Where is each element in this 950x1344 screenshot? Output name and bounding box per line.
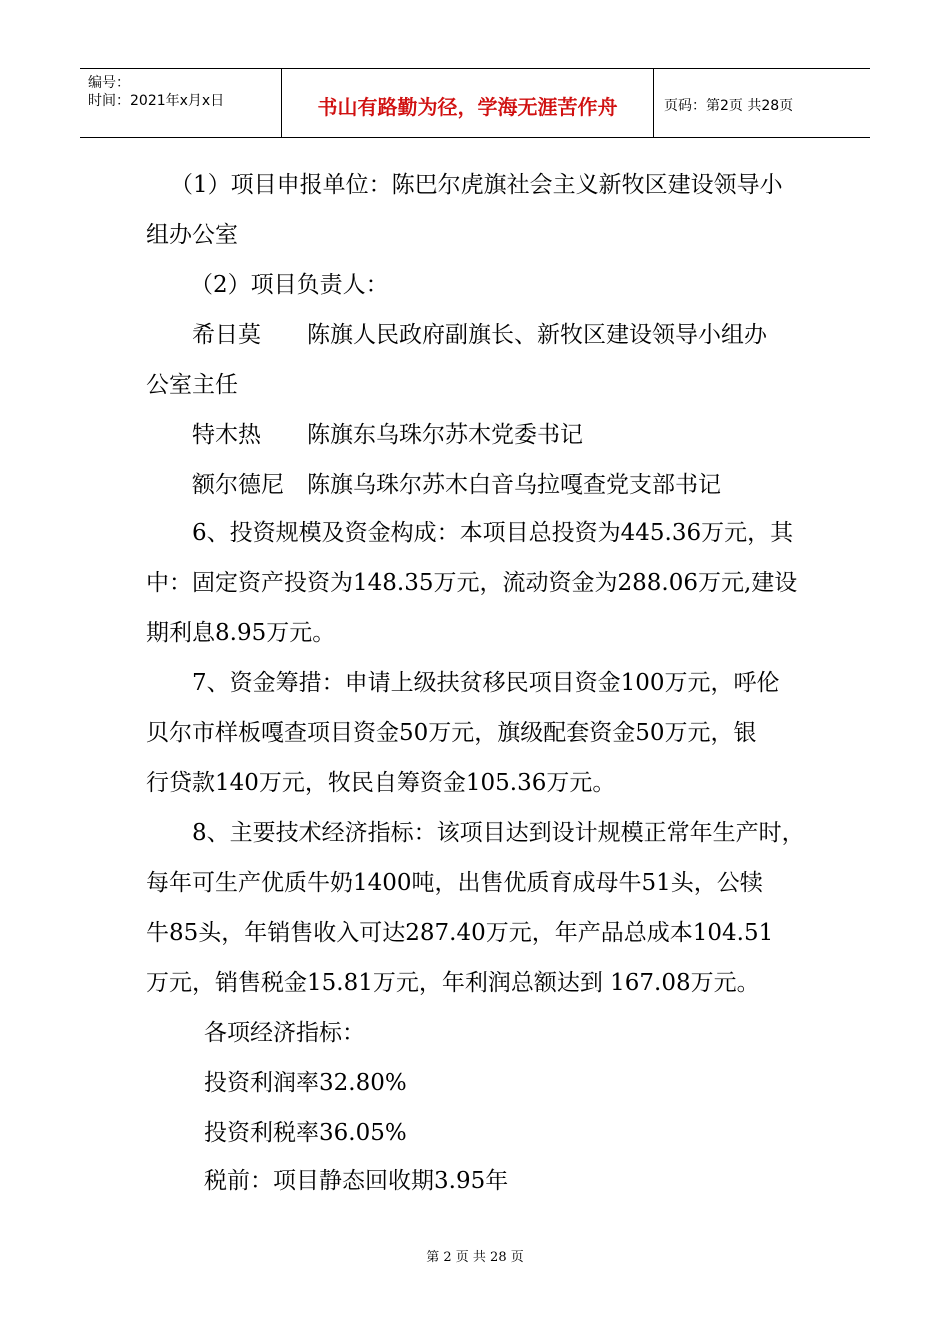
page-footer: 第 2 页 共 28 页 xyxy=(426,1250,524,1265)
body-line: 每年可生产优质牛奶1400吨，出售优质育成母牛51头，公犊 xyxy=(146,870,763,896)
header-page-number: 页码：第2页 共28页 xyxy=(664,98,794,114)
body-line: 期利息8.95万元。 xyxy=(146,620,336,646)
header-motto-cell xyxy=(282,69,654,137)
document-number-label: 编号： xyxy=(88,75,130,91)
body-line: 投资利税率36.05% xyxy=(204,1120,407,1146)
body-line: 万元，销售税金15.81万元，年利润总额达到 167.08万元。 xyxy=(146,970,760,996)
body-line: 各项经济指标： xyxy=(204,1020,365,1046)
body-line: （1）项目申报单位：陈巴尔虎旗社会主义新牧区建设领导小 xyxy=(170,172,783,198)
header-meta-cell xyxy=(80,69,282,137)
page-header xyxy=(80,68,870,138)
body-line: （2）项目负责人： xyxy=(190,272,389,298)
body-line: 6、投资规模及资金构成：本项目总投资为445.36万元，其 xyxy=(192,520,794,546)
body-line: 投资利润率32.80% xyxy=(204,1070,407,1096)
document-time-label: 时间：2021年x月x日 xyxy=(88,93,225,109)
body-line: 贝尔市样板嘎查项目资金50万元，旗级配套资金50万元，银 xyxy=(146,720,757,746)
body-line: 公室主任 xyxy=(146,372,238,398)
body-line: 额尔德尼 陈旗乌珠尔苏木白音乌拉嘎查党支部书记 xyxy=(192,472,721,498)
body-line: 7、资金筹措：申请上级扶贫移民项目资金100万元，呼伦 xyxy=(192,670,780,696)
header-page-cell xyxy=(654,69,870,137)
body-line: 特木热 陈旗东乌珠尔苏木党委书记 xyxy=(192,422,583,448)
header-motto: 书山有路勤为径，学海无涯苦作舟 xyxy=(317,95,618,119)
body-line: 中：固定资产投资为148.35万元，流动资金为288.06万元,建设 xyxy=(146,570,798,596)
body-line: 8、主要技术经济指标：该项目达到设计规模正常年生产时， xyxy=(192,820,805,846)
body-line: 希日莫 陈旗人民政府副旗长、新牧区建设领导小组办 xyxy=(192,322,767,348)
body-line: 组办公室 xyxy=(146,222,238,248)
body-line: 牛85头，年销售收入可达287.40万元，年产品总成本104.51 xyxy=(146,920,774,946)
body-line: 行贷款140万元，牧民自筹资金105.36万元。 xyxy=(146,770,616,796)
body-line: 税前：项目静态回收期3.95年 xyxy=(204,1168,509,1194)
